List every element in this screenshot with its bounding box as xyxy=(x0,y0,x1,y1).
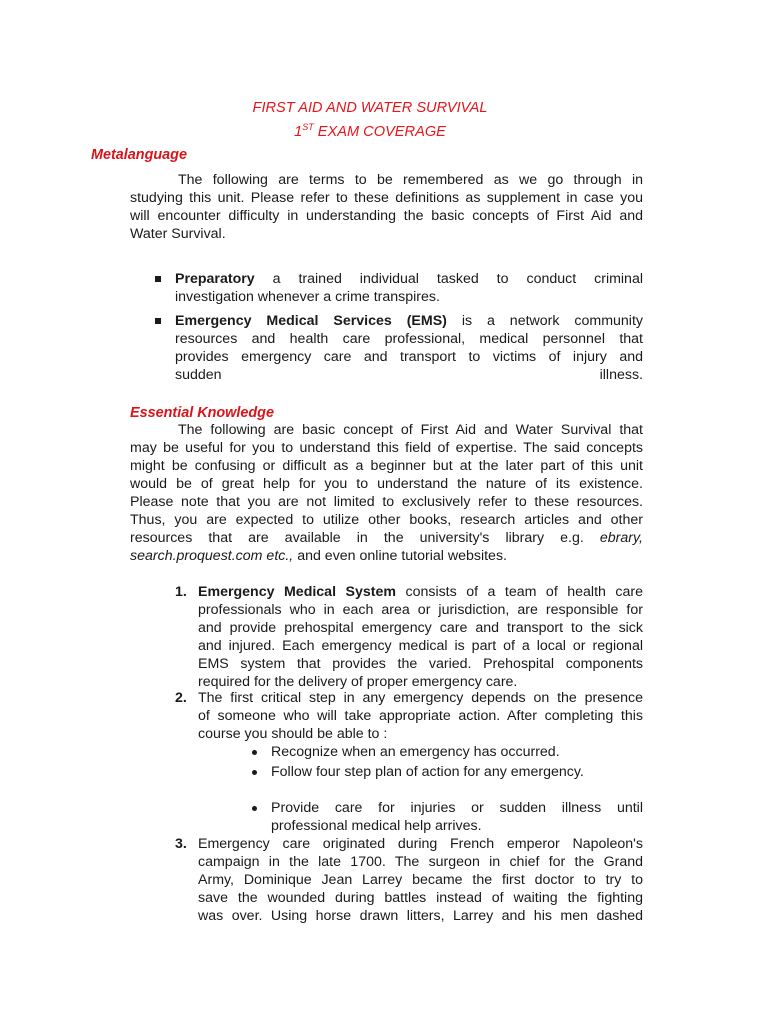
item-line: campaign in the late 1700. The surgeon in chief for the Grand xyxy=(198,854,643,870)
list-item-critical-step xyxy=(198,689,643,743)
term-line: sudden illness. xyxy=(175,367,643,383)
item-line: Emergency Medical System consists of a team of health care xyxy=(198,584,643,600)
round-bullet-icon xyxy=(252,750,257,755)
essential-knowledge-heading: Essential Knowledge xyxy=(130,405,274,421)
item-line: and injured. Each emergency medical is part of a local or regional xyxy=(198,638,643,654)
subitem-follow: Follow four step plan of action for any emergency. xyxy=(271,764,584,780)
term-line: resources and health care professional, medical personnel that xyxy=(175,331,643,347)
item-line: Army, Dominique Jean Larrey became the first doctor to try to xyxy=(198,872,643,888)
round-bullet-icon xyxy=(252,770,257,775)
term-label: Preparatory xyxy=(175,271,255,287)
item-line: and provide prehospital emergency care and transport to the sick xyxy=(198,620,643,636)
intro-line: Please note that you are not limited to exclusively refer to these resources. xyxy=(130,494,643,510)
subitem-provide-care: Provide care for injuries or sudden illness until professional medical help arrives. xyxy=(271,800,643,834)
subitem-recognize: Recognize when an emergency has occurred. xyxy=(271,744,560,760)
list-number: 3. xyxy=(175,836,187,852)
list-item-history xyxy=(198,835,643,925)
intro-line: will encounter difficulty in understanding the basic concepts of First Aid and xyxy=(130,208,643,224)
item-line: was over. Using horse drawn litters, Larrey and his men dashed xyxy=(198,908,643,924)
term-line: provides emergency care and transport to victims of injury and xyxy=(175,349,643,365)
list-number: 2. xyxy=(175,690,187,706)
intro-line: would be of great help for you to understand the nature of its existence. xyxy=(130,476,643,492)
essential-intro xyxy=(130,421,643,565)
item-term: Emergency Medical System xyxy=(198,584,396,600)
metalanguage-intro xyxy=(130,171,643,243)
metalanguage-heading: Metalanguage xyxy=(91,147,187,163)
term-line: investigation whenever a crime transpires. xyxy=(175,289,440,305)
document-subtitle xyxy=(0,123,740,141)
term-label: Emergency Medical Services (EMS) xyxy=(175,313,447,329)
intro-line: search.proquest.com etc., and even online tutorial websites. xyxy=(130,548,507,564)
intro-line: Thus, you are expected to utilize other books, research articles and other xyxy=(130,512,643,528)
item-line: The first critical step in any emergency depends on the presence xyxy=(198,690,643,706)
term-line: Emergency Medical Services (EMS) is a network community xyxy=(175,313,643,329)
intro-line: The following are basic concept of First Aid and Water Survival that xyxy=(178,422,643,438)
item-line: EMS system that provides the varied. Prehospital components xyxy=(198,656,643,672)
item-line: of someone who will take appropriate action. After completing this xyxy=(198,708,643,724)
document-title: FIRST AID AND WATER SURVIVAL xyxy=(252,100,488,116)
intro-line: Water Survival. xyxy=(130,226,226,242)
intro-line: might be confusing or difficult as a beginner but at the later part of this unit xyxy=(130,458,643,474)
subtitle-rest: EXAM COVERAGE xyxy=(313,124,446,140)
term-ems xyxy=(175,312,643,384)
item-line: save the wounded during battles instead of waiting the fighting xyxy=(198,890,643,906)
item-line: required for the delivery of proper emergency care. xyxy=(198,674,518,690)
intro-line: may be useful for you to understand this field of expertise. The said concepts xyxy=(130,440,643,456)
intro-line: studying this unit. Please refer to these definitions as supplement in case you xyxy=(130,190,643,206)
item-line: Emergency care originated during French emperor Napoleon's xyxy=(198,836,643,852)
subtitle-superscript: ST xyxy=(302,122,314,132)
round-bullet-icon xyxy=(252,806,257,811)
intro-line: resources that are available in the university's library e.g. ebrary, xyxy=(130,530,643,546)
square-bullet-icon xyxy=(155,318,161,324)
term-line: Preparatory a trained individual tasked to conduct criminal xyxy=(175,271,643,287)
list-item-ems-system xyxy=(198,583,643,691)
term-preparatory xyxy=(175,270,643,306)
list-number: 1. xyxy=(175,584,187,600)
subtitle-number: 1 xyxy=(294,124,303,140)
item-line: professionals who in each area or jurisdiction, are responsible for xyxy=(198,602,643,618)
intro-line: The following are terms to be remembered as we go through in xyxy=(178,172,643,188)
square-bullet-icon xyxy=(155,276,161,282)
item-line: course you should be able to : xyxy=(198,726,388,742)
